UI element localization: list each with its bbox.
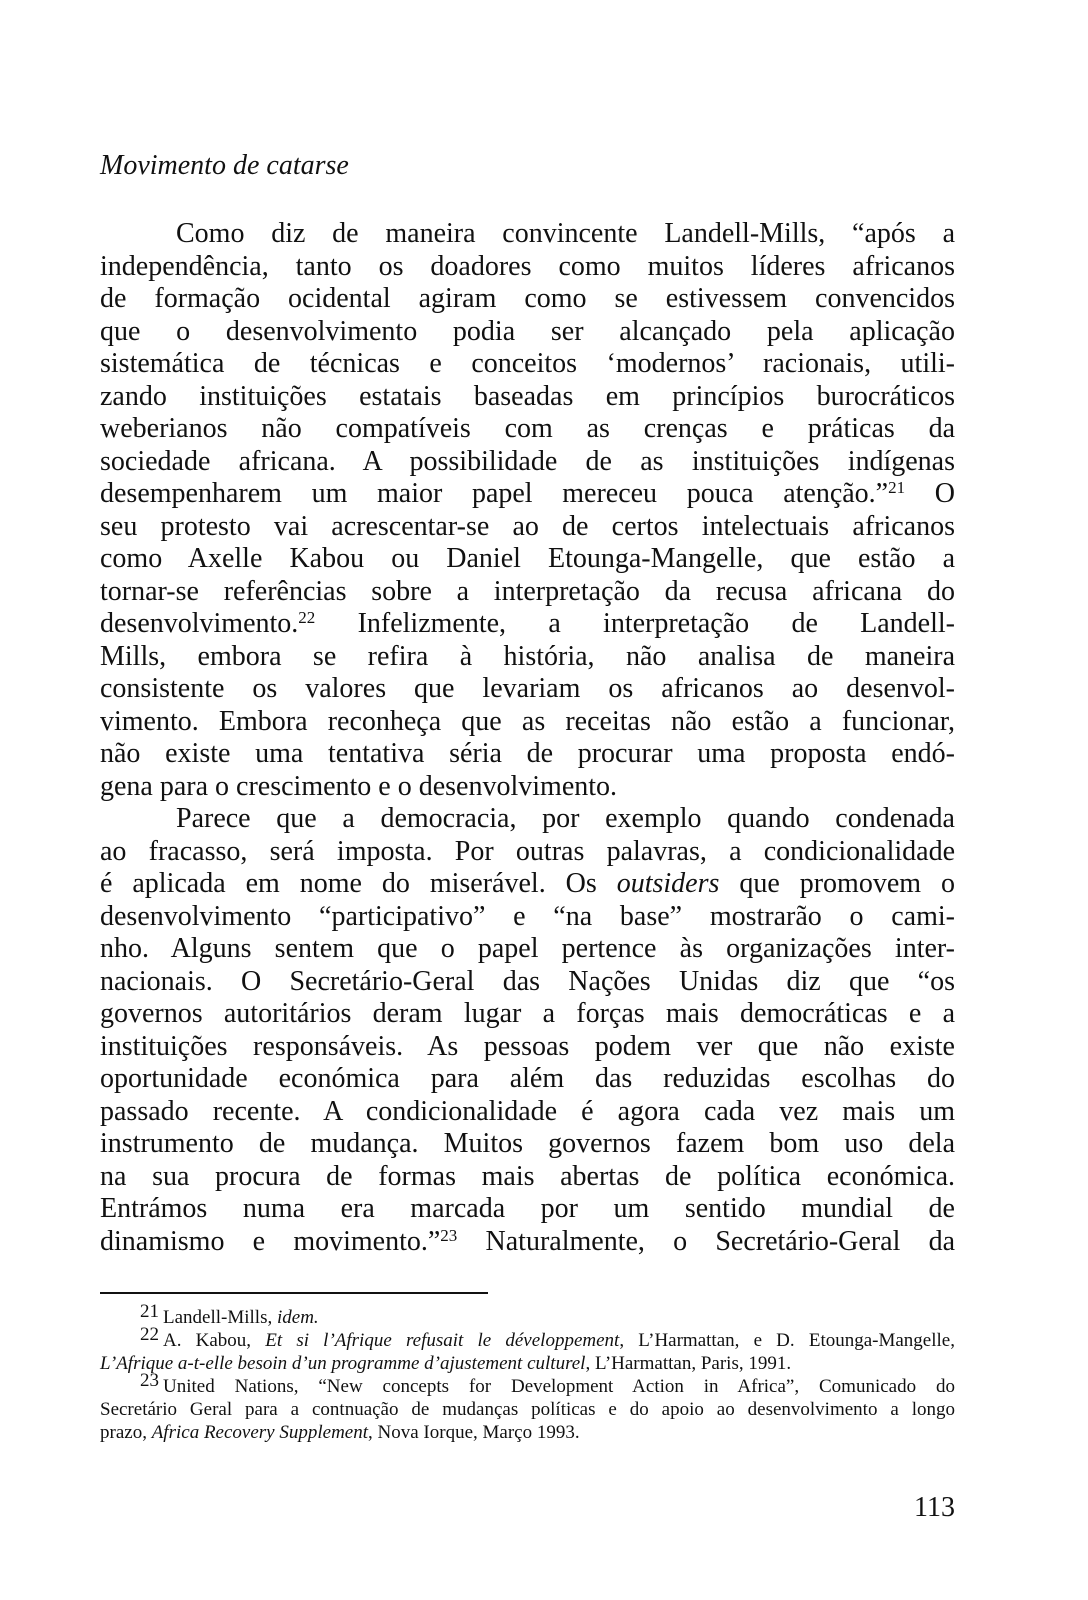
text-line bbox=[100, 348, 955, 381]
body-text bbox=[100, 218, 955, 1258]
text-span: sistemática de técnicas e conceitos ‘modernos’ racionais, utili- bbox=[100, 348, 955, 379]
text-line bbox=[100, 836, 955, 869]
footnote bbox=[100, 1370, 955, 1444]
text-line bbox=[100, 1324, 955, 1352]
text-span: Naturalmente, o Secretário-Geral da bbox=[457, 1225, 955, 1257]
text-span: como Axelle Kabou ou Daniel Etounga-Mangelle, que estão a bbox=[100, 543, 955, 574]
text-line bbox=[100, 933, 955, 966]
paragraph bbox=[100, 218, 955, 803]
footnote bbox=[100, 1301, 955, 1329]
text-line bbox=[100, 1161, 955, 1194]
text-line bbox=[100, 576, 955, 609]
text-span: , L’Harmattan, Paris, 1991. bbox=[585, 1353, 792, 1374]
text-span: A. Kabou, bbox=[163, 1330, 266, 1351]
text-line bbox=[100, 803, 955, 836]
text-span: desempenharem um maior papel mereceu pouca atenção.” bbox=[100, 478, 889, 509]
text-span: instituições responsáveis. As pessoas podem ver que não existe bbox=[100, 1030, 955, 1062]
text-span: passado recente. A condicionalidade é agora cada vez mais um bbox=[100, 1095, 955, 1127]
text-span: que o desenvolvimento podia ser alcançado pela aplicação bbox=[100, 315, 955, 347]
text-line bbox=[100, 1398, 955, 1421]
footnote-divider bbox=[100, 1292, 488, 1294]
text-line bbox=[100, 771, 955, 804]
text-span: que promovem o bbox=[719, 868, 955, 899]
footnote bbox=[100, 1324, 955, 1375]
text-span: prazo, bbox=[100, 1422, 152, 1443]
text-span: de formação ocidental agiram como se estivessem convencidos bbox=[100, 283, 955, 314]
text-line bbox=[100, 478, 955, 511]
text-line bbox=[100, 413, 955, 446]
footnote-ref: 21 bbox=[888, 478, 906, 497]
text-span: oportunidade económica para além das reduzidas escolhas do bbox=[100, 1063, 955, 1094]
text-span: nacionais. O Secretário-Geral das Nações Unidas diz que “os bbox=[100, 965, 955, 997]
text-span: instrumento de mudança. Muitos governos fazem bom uso dela bbox=[100, 1128, 955, 1159]
text-line bbox=[100, 641, 955, 674]
text-span: O bbox=[905, 478, 955, 509]
text-line bbox=[100, 706, 955, 739]
text-span: dinamismo e movimento.” bbox=[100, 1225, 441, 1257]
footnote-ref: 21 bbox=[140, 1301, 159, 1322]
paragraph bbox=[100, 803, 955, 1258]
text-line bbox=[100, 543, 955, 576]
text-span: , Nova Iorque, Março 1993. bbox=[368, 1422, 580, 1443]
footnote-ref: 22 bbox=[298, 608, 316, 627]
footnote-ref: 23 bbox=[140, 1370, 159, 1391]
text-line bbox=[100, 1226, 955, 1259]
text-line bbox=[100, 868, 955, 901]
text-span: , L’Harmattan, e D. Etounga-Mangelle, bbox=[619, 1330, 955, 1351]
text-span: Parece que a democracia, por exemplo quando condenada bbox=[176, 803, 955, 834]
text-span: nho. Alguns sentem que o papel pertence às organizações inter- bbox=[100, 933, 955, 964]
text-span: é aplicada em nome do miserável. Os bbox=[100, 868, 617, 899]
text-line bbox=[100, 1031, 955, 1064]
text-span: independência, tanto os doadores como muitos líderes africanos bbox=[100, 250, 955, 282]
text-span: consistente os valores que levariam os africanos ao desenvol- bbox=[100, 673, 955, 704]
text-span: governos autoritários deram lugar a forças mais democráticas e a bbox=[100, 998, 955, 1029]
text-span: Secretário Geral para a contnuação de mudanças políticas e do apoio ao desenvolvimento a longo bbox=[100, 1399, 955, 1420]
text-span: desenvolvimento. bbox=[100, 608, 299, 639]
text-line bbox=[100, 1352, 955, 1375]
text-line bbox=[100, 1128, 955, 1161]
footnotes bbox=[100, 1301, 955, 1444]
text-line bbox=[100, 901, 955, 934]
text-span: zando instituições estatais baseadas em princípios burocráticos bbox=[100, 380, 955, 412]
italic-text: Et si l’Afrique refusait le développement bbox=[265, 1330, 620, 1351]
italic-text: L’Afrique a-t-elle besoin d’un programme d’ajustement culturel bbox=[100, 1353, 586, 1374]
footnote-ref: 23 bbox=[440, 1225, 458, 1245]
text-span: sociedade africana. A possibilidade de as instituições indígenas bbox=[100, 445, 955, 477]
text-line bbox=[100, 1193, 955, 1226]
text-line bbox=[100, 316, 955, 349]
page-number: 113 bbox=[914, 1492, 955, 1523]
text-line bbox=[100, 1370, 955, 1398]
text-span: seu protesto vai acrescentar-se ao de certos intelectuais africanos bbox=[100, 510, 955, 542]
section-title: Movimento de catarse bbox=[100, 150, 349, 181]
text-line bbox=[100, 1096, 955, 1129]
text-span: Entrámos numa era marcada por um sentido mundial de bbox=[100, 1193, 955, 1224]
text-span: gena para o crescimento e o desenvolvimento. bbox=[100, 770, 618, 802]
text-line bbox=[100, 511, 955, 544]
footnote-ref: 22 bbox=[140, 1324, 159, 1345]
text-line bbox=[100, 283, 955, 316]
text-span: weberianos não compatíveis com as crenças e práticas da bbox=[100, 413, 955, 444]
text-span: ao fracasso, será imposta. Por outras palavras, a condicionalidade bbox=[100, 835, 955, 867]
text-line bbox=[100, 1301, 955, 1329]
text-span: United Nations, “New concepts for Development Action in Africa”, Comunicado do bbox=[163, 1376, 955, 1397]
italic-text: idem. bbox=[276, 1307, 319, 1328]
text-line bbox=[100, 998, 955, 1031]
text-span: na sua procura de formas mais abertas de política económica. bbox=[100, 1160, 955, 1192]
text-line bbox=[100, 251, 955, 284]
text-line bbox=[100, 608, 955, 641]
text-line bbox=[100, 673, 955, 706]
text-span: Como diz de maneira convincente Landell-Mills, “após a bbox=[176, 218, 955, 249]
text-line bbox=[100, 446, 955, 479]
text-span: desenvolvimento “participativo” e “na base” mostrarão o cami- bbox=[100, 900, 955, 932]
text-span: tornar-se referências sobre a interpretação da recusa africana do bbox=[100, 575, 955, 607]
text-line bbox=[100, 218, 955, 251]
text-span: Mills, embora se refira à história, não analisa de maneira bbox=[100, 640, 955, 672]
italic-text: outsiders bbox=[616, 868, 720, 899]
text-line bbox=[100, 381, 955, 414]
text-line bbox=[100, 1421, 955, 1444]
text-span: Landell-Mills, bbox=[163, 1307, 277, 1328]
text-line bbox=[100, 738, 955, 771]
text-span: vimento. Embora reconheça que as receitas não estão a funcionar, bbox=[100, 705, 955, 737]
text-line bbox=[100, 966, 955, 999]
text-span: não existe uma tentativa séria de procurar uma proposta endó- bbox=[100, 738, 955, 769]
text-span: Infelizmente, a interpretação de Landell- bbox=[315, 608, 955, 639]
italic-text: Africa Recovery Supplement bbox=[151, 1422, 369, 1443]
text-line bbox=[100, 1063, 955, 1096]
